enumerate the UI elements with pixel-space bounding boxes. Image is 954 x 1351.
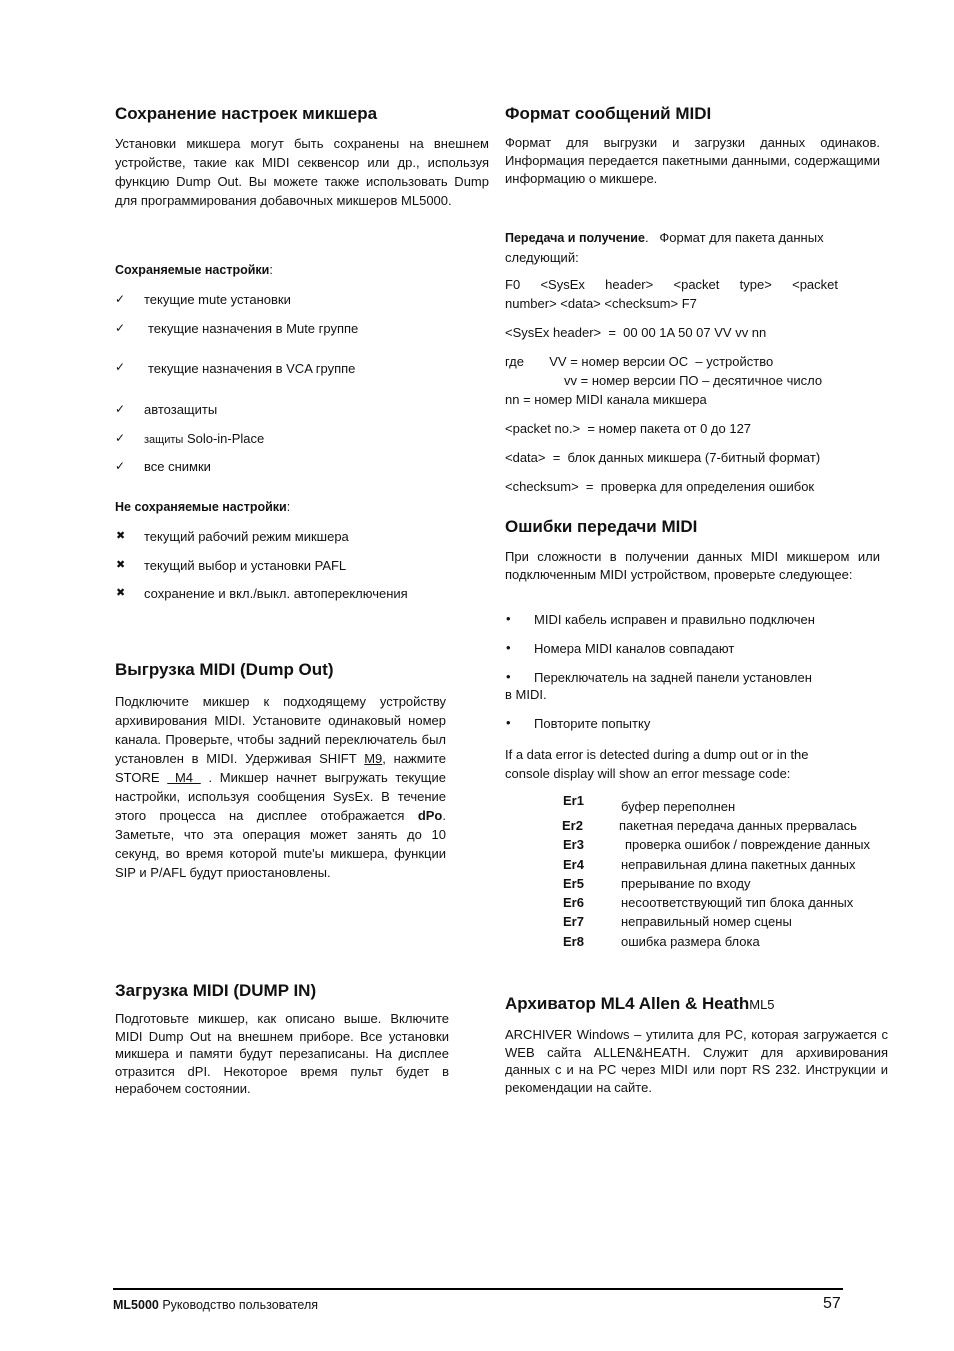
error-code: Er3 <box>563 837 584 852</box>
bullet-icon: • <box>506 669 511 684</box>
section-title-archiver: Архиватор ML4 Allen & HeathML5 <box>505 994 775 1013</box>
saved-item: автозащиты <box>144 402 218 417</box>
section-title-saving: Сохранение настроек микшера <box>115 104 378 123</box>
error-code: Er7 <box>563 914 584 929</box>
section-title-midi-errors: Ошибки передачи MIDI <box>505 517 698 536</box>
error-description: неправильный номер сцены <box>621 914 792 929</box>
check-item: Повторите попытку <box>534 716 651 731</box>
check-item: Номера MIDI каналов совпадают <box>534 641 735 656</box>
bullet-icon: • <box>506 611 511 626</box>
checksum-definition: <checksum> = проверка для определения ошибок <box>505 479 815 494</box>
error-description: пакетная передача данных прервалась <box>619 818 857 833</box>
saving-body: Установки микшера могут быть сохранены на внешнем устройстве, такие как MIDI секвенсор или др., используя функцию Dump Out. Вы можете также использовать Dump для программирования добавочных микшеров ML5000. <box>115 136 489 208</box>
saved-item: текущие назначения в Mute группе <box>148 321 359 336</box>
cross-icon: ✖ <box>116 530 126 542</box>
archiver-body: ARCHIVER Windows – утилита для PC, которая загружается с WEB сайта ALLEN&HEATH. Служит для архивирования данных с и на PC через MIDI или порт RS 232. Инструкции и рекомендации на сайте. <box>505 1027 888 1095</box>
saved-settings-label: Сохраняемые настройки: <box>115 263 273 277</box>
bullet-icon: • <box>506 715 511 730</box>
error-description: несоответствующий тип блока данных <box>621 895 854 910</box>
not-saved-item: текущий выбор и установки PAFL <box>144 558 347 573</box>
check-icon: ✓ <box>115 321 126 335</box>
check-icon: ✓ <box>115 431 126 445</box>
where-midi-channel: nn = номер MIDI канала микшера <box>505 392 707 407</box>
section-title-midi-format: Формат сообщений MIDI <box>505 104 712 123</box>
error-code: Er5 <box>563 876 584 891</box>
sysex-header-definition: <SysEx header> = 00 00 1A 50 07 VV vv nn <box>505 325 767 340</box>
where-version-os: где VV = номер версии ОС – устройство <box>505 354 774 369</box>
error-description: прерывание по входу <box>621 876 751 891</box>
saved-item: все снимки <box>144 459 211 474</box>
midi-format-body: Формат для выгрузки и загрузки данных одинаков. Информация передается пакетными данными, содержащими информацию о микшере. <box>505 135 880 186</box>
saved-item: текущие назначения в VCA группе <box>148 361 356 376</box>
page-number: 57 <box>823 1295 841 1312</box>
error-description: неправильная длина пакетных данных <box>621 857 856 872</box>
tx-rx-paragraph: Передача и получение. Формат для пакета данных следующий: <box>505 230 824 265</box>
error-code-intro: If a data error is detected during a dump out or in the console display will show an error message code: <box>505 747 809 781</box>
footer-rule <box>113 1288 843 1290</box>
cross-icon: ✖ <box>116 587 126 599</box>
check-icon: ✓ <box>115 402 126 416</box>
error-code: Er2 <box>562 818 583 833</box>
check-icon: ✓ <box>115 360 126 374</box>
cross-icon: ✖ <box>116 559 126 571</box>
error-description: ошибка размера блока <box>621 934 760 949</box>
packet-format-line-1: F0 <SysEx header> <packet type> <packet <box>505 277 838 292</box>
dump-in-body: Подготовьте микшер, как описано выше. Включите MIDI Dump Out на внешнем приборе. Все установки микшера и памяти будут перезаписаны. На дисплее отразится dPI. Некоторое время пульт будет в нерабочем состоянии. <box>115 1011 449 1096</box>
packet-format-line-2: number> <data> <checksum> F7 <box>505 296 697 311</box>
check-icon: ✓ <box>115 292 126 306</box>
check-item: MIDI кабель исправен и правильно подключен <box>534 612 815 627</box>
footer-title: ML5000 Руководство пользователя <box>113 1298 319 1312</box>
error-code: Er8 <box>563 934 584 949</box>
where-version-sw: vv = номер версии ПО – десятичное число <box>564 373 823 388</box>
saved-item: текущие mute установки <box>144 292 291 307</box>
not-saved-item: сохранение и вкл./выкл. автопереключения <box>144 586 408 601</box>
bullet-icon: • <box>506 640 511 655</box>
check-icon: ✓ <box>115 459 126 473</box>
error-description: проверка ошибок / повреждение данных <box>625 837 870 852</box>
saved-item: защиты Solo-in-Place <box>144 431 265 446</box>
dump-out-body: Подключите микшер к подходящему устройству архивирования MIDI. Установите одинаковый номер канала. Проверьте, чтобы задний переключатель был установлен в MIDI. Удерживая SHIFT M9, нажмите STORE M4 . Микшер начнет выгружать текущие настройки, используя сообщения SysEx. В течение этого процесса на дисплее отображается dPo. Заметьте, что эта операция может занять до 10 секунд, во время которой mute'ы микшера, функции SIP и P/AFL будут приостановлены. <box>115 694 446 880</box>
packet-no-definition: <packet no.> = номер пакета от 0 до 127 <box>505 421 752 436</box>
error-code: Er6 <box>563 895 584 910</box>
not-saved-settings-label: Не сохраняемые настройки: <box>115 500 291 514</box>
error-description: буфер переполнен <box>621 799 736 814</box>
section-title-dump-out: Выгрузка MIDI (Dump Out) <box>115 660 334 679</box>
section-title-dump-in: Загрузка MIDI (DUMP IN) <box>115 981 317 1000</box>
check-item-continuation: в MIDI. <box>505 687 547 702</box>
check-item: Переключатель на задней панели установлен <box>534 670 812 685</box>
error-code: Er4 <box>563 857 584 872</box>
not-saved-item: текущий рабочий режим микшера <box>144 529 349 544</box>
midi-errors-body: При сложности в получении данных MIDI микшером или подключенным MIDI устройством, проверьте следующее: <box>505 549 880 582</box>
data-definition: <data> = блок данных микшера (7-битный формат) <box>505 450 821 465</box>
error-code: Er1 <box>563 793 584 808</box>
